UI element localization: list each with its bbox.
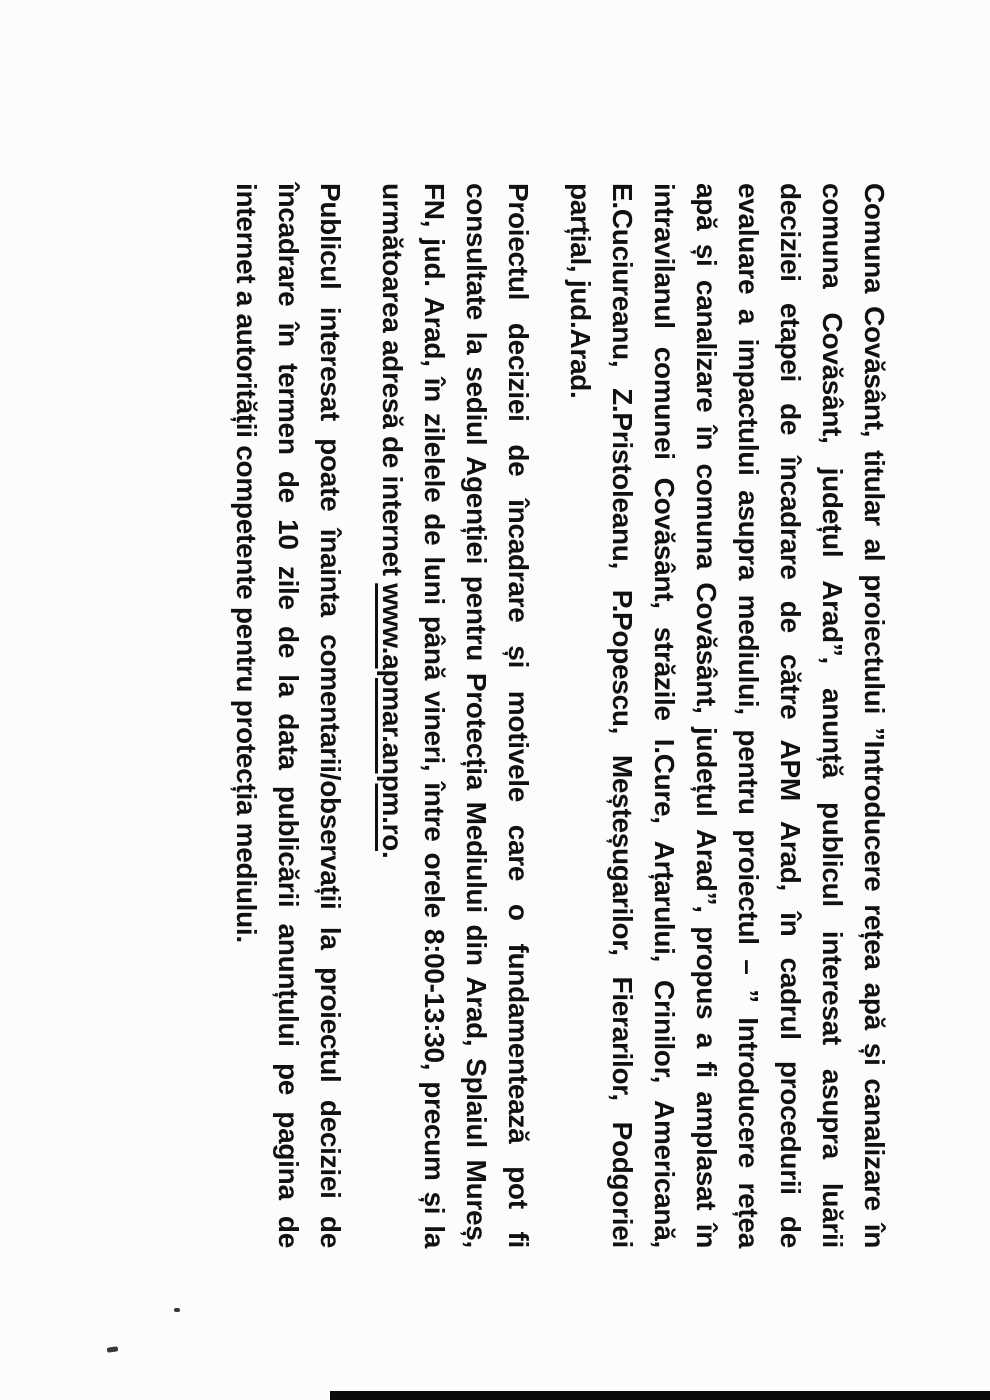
text-line: Proiectul deciziei de încadrare și motivele care o fundamentează pot fi [503,183,534,1248]
paragraph-public-comments [225,183,351,1248]
announcement-text-block [225,183,895,1248]
url-suffix-text: . [377,851,408,859]
text-line: încadrare în termen de 10 zile de la data publicării anunțului pe pagina de [273,183,304,1248]
text-line: parțial, jud.Arad. [565,183,596,399]
scan-speck [174,1308,180,1312]
text-line: evaluare a impactului asupra mediului, pentru proiectul – ” Introducere rețea [733,183,764,1248]
scan-edge-artifact [330,1391,990,1400]
agency-website-url: www.apmar.anpm.ro [377,583,408,851]
text-line: E.Cuciureanu, Z.Pristoleanu, P.Popescu, Meșteșugarilor, Fierarilor, Podgoriei [607,183,638,1248]
text-line: comuna Covăsânt, județul Arad”, anunță publicul interesat asupra luării [817,183,848,1248]
text-line: deciziei etapei de încadrare de către APM Arad, în cadrul procedurii de [775,183,806,1248]
text-line: intravilanul comunei Covăsânt, străzile I.Cure, Arțarului, Crinilor, Americană, [649,183,680,1248]
paragraph-project-announcement [559,183,895,1248]
url-prefix-text: următoarea adresă de internet [377,183,408,584]
text-line: internet a autorității competente pentru protecția mediului. [231,183,262,943]
text-line: Comuna Covăsânt, titular al proiectului ”Introducere rețea apă și canalizare în [859,183,890,1248]
text-line: Publicul interesat poate înainta comentarii/observații la proiectul deciziei de [315,183,346,1248]
text-line: consultate la sediul Agenției pentru Protecția Mediului din Arad, Splaiul Mureș, [461,183,492,1248]
text-line-with-url [371,183,413,1248]
text-line: FN, jud. Arad, în zilelele de luni până vineri, între orele 8:00-13:30, precum și la [419,183,450,1248]
text-line: apă și canalizare în comuna Covăsânt, județul Arad”, propus a fi amplasat în [691,183,722,1248]
paragraph-decision-consultation [371,183,539,1248]
